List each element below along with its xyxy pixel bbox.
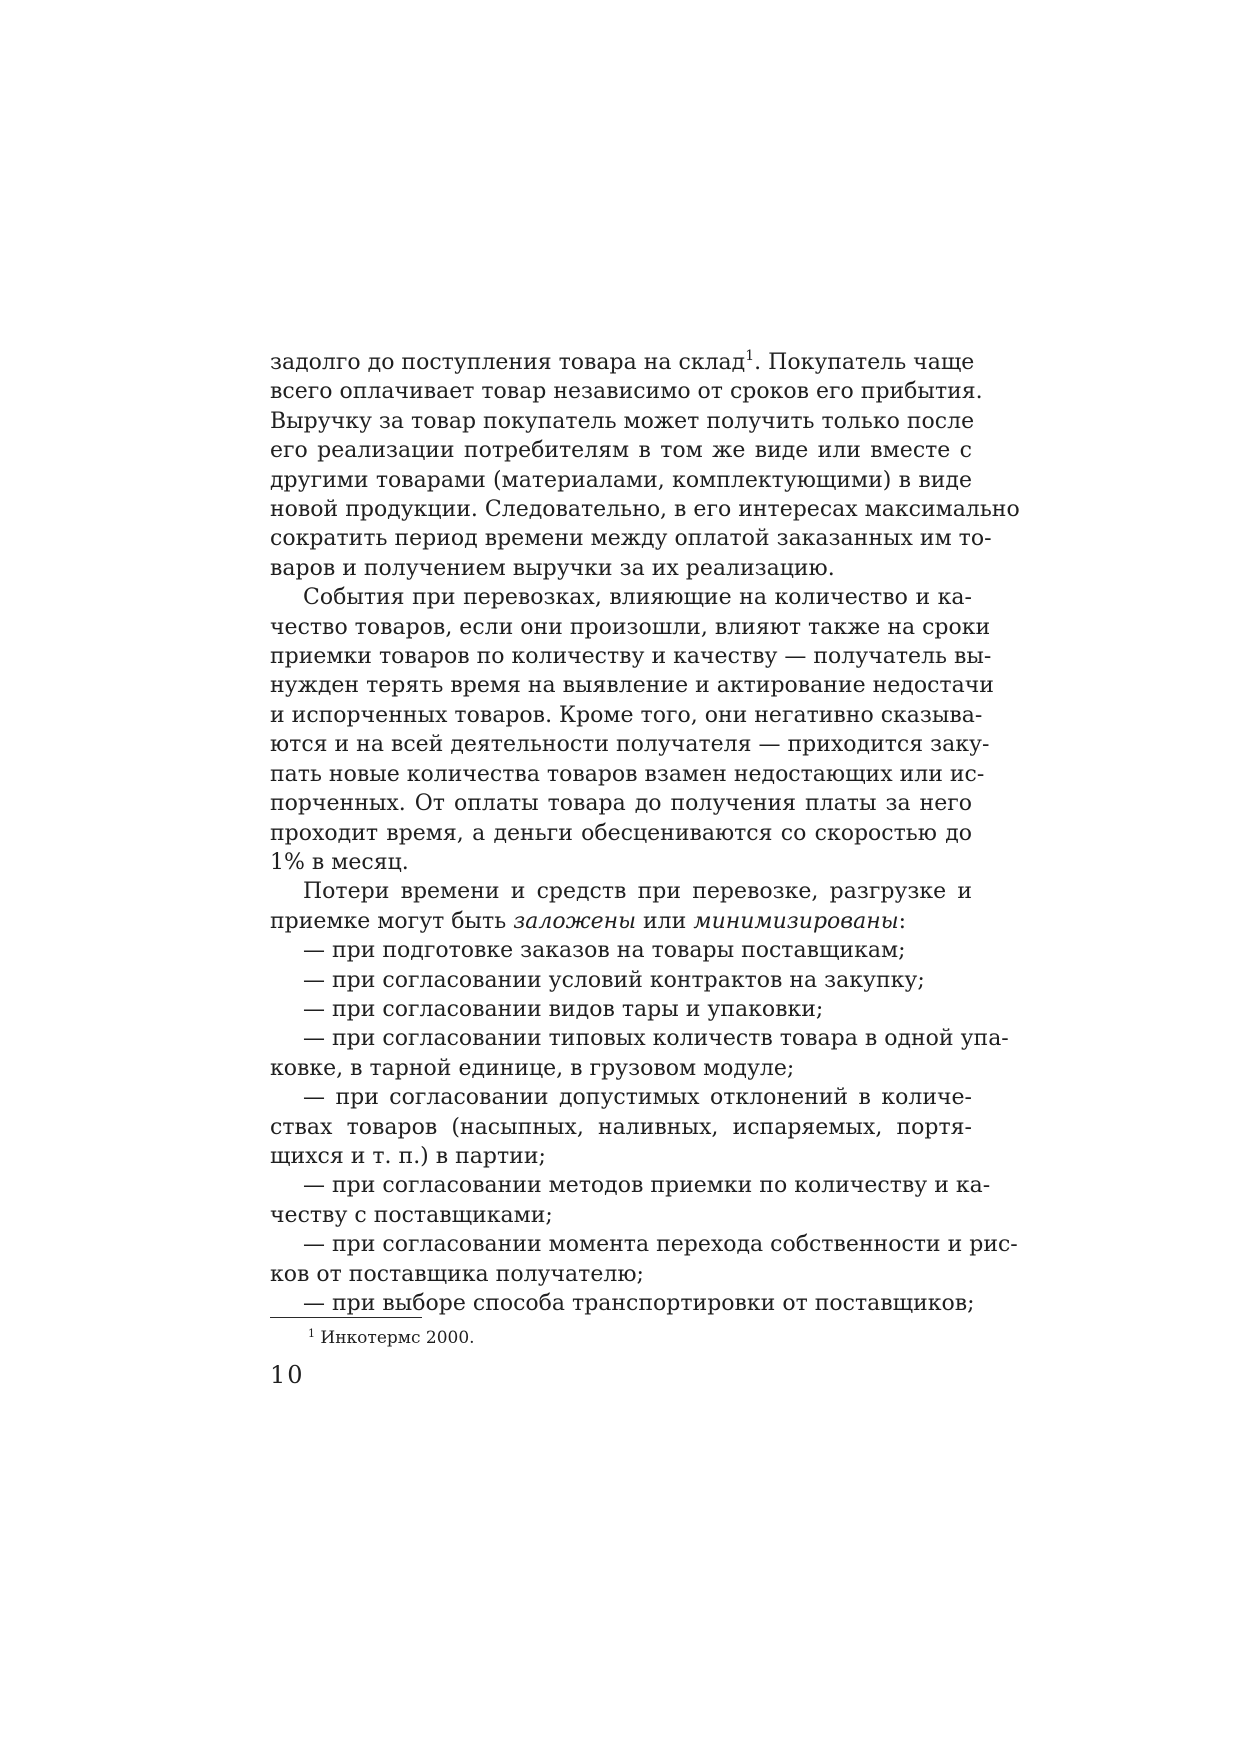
footnote-reference[interactable]: 1: [745, 348, 755, 364]
emphasis-term: минимизированы: [693, 908, 899, 934]
text-line: ковке, в тарной единице, в грузовом модуле;: [270, 1055, 795, 1081]
text-line: приемки товаров по количеству и качеству — получатель вы-: [270, 644, 992, 670]
text-line: — при согласовании видов тары и упаковки;: [303, 996, 824, 1022]
paragraph-1: [270, 348, 1020, 583]
text-line: нужден терять время на выявление и актирование недостачи: [270, 673, 994, 699]
list-item: [270, 1083, 972, 1171]
text-line: варов и получением выручки за их реализацию.: [270, 555, 835, 581]
footnote-text: Инкотермс 2000.: [320, 1328, 475, 1348]
text-line: ствах товаров (насыпных, наливных, испаряемых, портя-: [270, 1114, 972, 1140]
text-line: 1% в месяц.: [270, 849, 409, 875]
list-item: [270, 1171, 991, 1230]
text-line: сократить период времени между оплатой заказанных им то-: [270, 526, 992, 552]
body-text: [270, 348, 1020, 1318]
text-line: проходит время, а деньги обесцениваются со скоростью до: [270, 820, 972, 846]
text-line: — при выборе способа транспортировки от поставщиков;: [303, 1291, 975, 1316]
text-line: чество товаров, если они произошли, влияют также на сроки: [270, 614, 991, 640]
emphasis-term: заложены: [513, 908, 637, 934]
footnote-divider: [270, 1317, 422, 1318]
text-line: События при перевозках, влияющие на количество и ка-: [303, 585, 972, 611]
text-line: его реализации потребителям в том же виде или вместе с: [270, 438, 972, 464]
text-line: порченных. От оплаты товара до получения платы за него: [270, 791, 972, 817]
text-line: — при согласовании методов приемки по количеству и ка-: [303, 1173, 991, 1199]
footnote: [308, 1327, 475, 1349]
page-number: 10: [270, 1361, 305, 1389]
text-line: ков от поставщика получателю;: [270, 1261, 644, 1287]
list-item: [270, 966, 972, 995]
list-item: [270, 995, 972, 1024]
text-line: — при подготовке заказов на товары поставщикам;: [303, 938, 906, 964]
text-line: — при согласовании типовых количеств товара в одной упа-: [303, 1026, 1009, 1052]
list-item: [270, 1230, 1018, 1289]
list-item: [270, 1024, 1009, 1083]
paragraph-3: [270, 877, 972, 936]
text-line: Потери времени и средств при перевозке, разгрузке и: [303, 879, 972, 905]
text-line: Выручку за товар покупатель может получить только после: [270, 408, 975, 434]
text-line: — при согласовании момента перехода собственности и рис-: [303, 1232, 1018, 1258]
text-line: новой продукции. Следовательно, в его интересах максимально: [270, 497, 1020, 523]
text-line: задолго до поступления товара на склад$^1$. Покупатель чаще: [270, 348, 975, 375]
paragraph-2: [270, 583, 994, 877]
text-line: всего оплачивает товар независимо от сроков его прибытия.: [270, 379, 983, 405]
text-line: ются и на всей деятельности получателя — приходится заку-: [270, 732, 990, 758]
text-line: и испорченных товаров. Кроме того, они негативно сказыва-: [270, 702, 983, 728]
text-line: — при согласовании условий контрактов на закупку;: [303, 967, 925, 993]
text-line: пать новые количества товаров взамен недостающих или ис-: [270, 761, 985, 787]
list-item: [270, 936, 972, 965]
text-line: приемке могут быть заложены или минимизированы:: [270, 908, 907, 934]
text-line: честву с поставщиками;: [270, 1202, 553, 1228]
text-line: щихся и т. п.) в партии;: [270, 1143, 546, 1169]
footnote-marker: 1: [308, 1327, 315, 1340]
list-item: [270, 1289, 975, 1318]
text-line: другими товарами (материалами, комплектующими) в виде: [270, 467, 972, 493]
text-line: — при согласовании допустимых отклонений в количе-: [303, 1085, 972, 1111]
